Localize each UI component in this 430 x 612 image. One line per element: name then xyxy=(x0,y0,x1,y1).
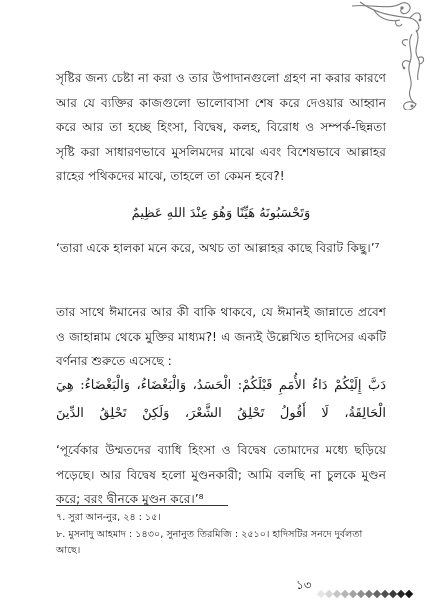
arabic-verse: وَتَحْسَبُونَهُ هَيِّنًا وَهُوَ عِنْدَ اللهِ عَظِيمٌ xyxy=(131,206,311,221)
page-number: ১৩ xyxy=(296,578,312,592)
footnote-divider xyxy=(56,505,228,506)
body-paragraph-2: তার সাথে ঈমানের আর কী বাকি থাকবে, যে ঈমানই জান্নাতে প্রবেশ ও জাহান্নাম থেকে মুক্তির মাধ্যম?! এ জন্যই উল্লেখিত হাদিসের একটি বর্ণনার শুরুতে এসেছে : xyxy=(56,305,386,369)
hadith-translation: ‘পূর্বেকার উম্মতদের ব্যাধি হিংসা ও বিদ্বেষ তোমাদের মধ্যে ছড়িয়ে পড়েছে। আর বিদ্বেষ হলো মুণ্ডনকারী; আমি বলছি না চুলকে মুণ্ডন করে; বরং দ্বীনকে মুণ্ডন করে।’⁸ xyxy=(56,443,386,507)
footnote-8: ৮. মুসনাদু আহমাদ : ১৪৩০, সুনানুত তিরমিজি : ২৫১০। হাদিসটির সনদে দুর্বলতা আছে। xyxy=(56,529,363,556)
diamond-icon xyxy=(405,590,413,598)
arabic-hadith: دَبَّ إِلَيْكُمْ دَاءُ الأُمَمِ قَبْلَكُمْ: الْحَسَدُ، وَالْبَغْضَاءُ، وَالْبَغْضَاءُ: هِيَ الْحَالِقَةُ، لَا أَقُولُ تَحْلِقُ الشَّعْرَ، وَلَكِنْ تَحْلِقُ الدِّينَ xyxy=(56,378,386,421)
footnote-7: ৭. সুরা আন-নুর, ২৪ : ১৫। xyxy=(56,512,161,523)
body-paragraph-1: সৃষ্টির জন্য চেষ্টা না করা ও তার উপাদানগুলো গ্রহণ না করার কারণে আর যে ব্যক্তির কাজগুলো ভালোবাসা শেষ করে দেওয়ার আহ্বান করে আর তা হচ্ছে হিংসা, বিদ্বেষ, কলহ, বিরোধ ও সম্পর্ক-ছিন্নতা সৃষ্টি করা সাধারণভাবে মুসলিমদের মাঝে এবং বিশেষভাবে আল্লাহর রাহের পথিকদের মাঝে, তাহলে তা কেমন হবে?! xyxy=(56,71,386,184)
diamond-ornament-row xyxy=(318,582,414,601)
verse-translation: ‘তারা একে হালকা মনে করে, অথচ তা আল্লাহর কাছে বিরাট কিছু।’⁷ xyxy=(56,241,380,255)
